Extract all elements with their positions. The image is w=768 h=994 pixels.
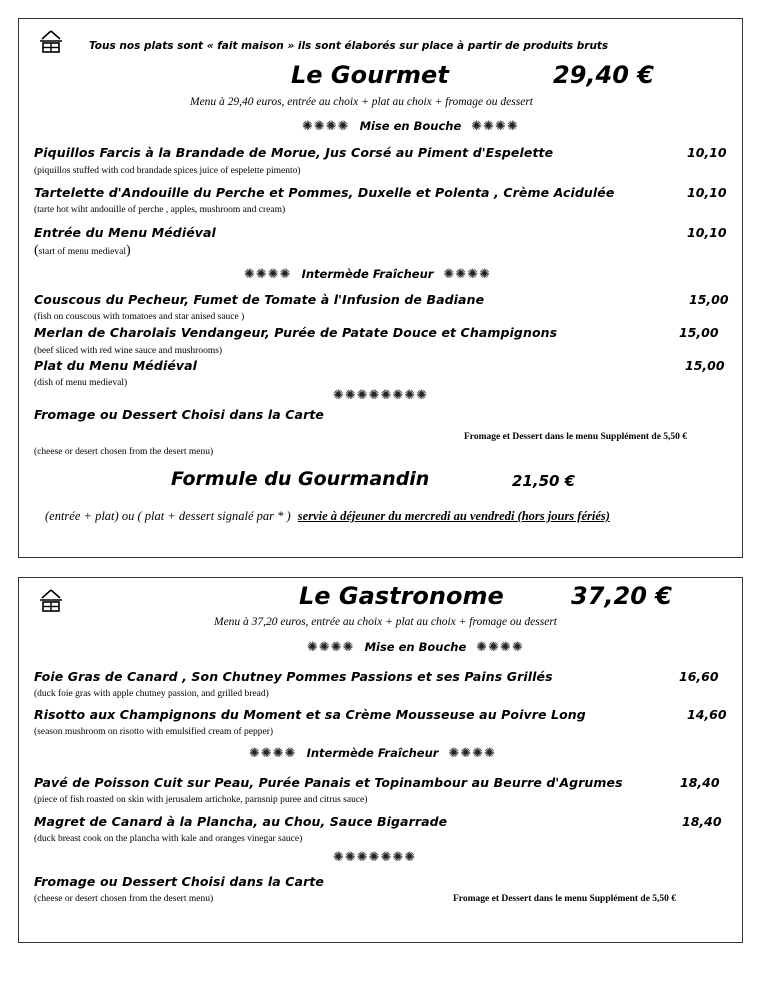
dish-price: 15,00	[679, 325, 719, 340]
supplement-note: Fromage et Dessert dans le menu Supplément de 5,50 €	[453, 894, 677, 904]
dish-price: 15,00	[689, 292, 729, 307]
dish-translation: (tarte hot wiht andouille of perche , apples, mushroom and cream)	[34, 205, 286, 215]
section-heading-intermede	[249, 744, 496, 762]
menu-price: 29,40 €	[553, 61, 654, 89]
stars-right: ✺✺✺✺	[443, 267, 492, 282]
dish-name: Merlan de Charolais Vendangeur, Purée de Patate Douce et Champignons	[34, 325, 558, 340]
paren-close: )	[126, 243, 131, 258]
stars-left: ✺✺✺✺	[307, 640, 355, 655]
dish-price: 10,10	[687, 225, 727, 240]
section-title: Intermède Fraîcheur	[301, 267, 434, 281]
dish-price: 18,40	[682, 814, 722, 829]
stars-left: ✺✺✺✺	[244, 267, 292, 282]
menu-gourmet-card	[18, 18, 743, 558]
dish-translation: (duck foie gras with apple chutney passion, and grilled bread)	[34, 689, 269, 699]
section-title: Intermède Fraîcheur	[306, 746, 439, 760]
formule-price: 21,50 €	[512, 472, 576, 490]
dish-price: 14,60	[687, 707, 727, 722]
stars-left: ✺✺✺✺	[249, 746, 297, 761]
dish-name: Magret de Canard à la Plancha, au Chou, Sauce Bigarrade	[34, 814, 448, 829]
stars-right: ✺✺✺✺	[476, 640, 524, 655]
cooking-pot-icon	[38, 588, 64, 614]
menu-title: Le Gourmet	[291, 61, 449, 89]
dish-name: Pavé de Poisson Cuit sur Peau, Purée Panais et Topinambour au Beurre d'Agrumes	[34, 775, 623, 790]
section-heading-mise-en-bouche	[302, 117, 519, 135]
dish-translation: (dish of menu medieval)	[34, 378, 128, 388]
fromage-translation: (cheese or desert chosen from the desert menu)	[34, 447, 214, 457]
tagline: Tous nos plats sont « fait maison » ils sont élaborés sur place à partir de produits bruts	[89, 40, 609, 52]
fromage-dessert-label: Fromage ou Dessert Choisi dans la Carte	[34, 874, 324, 889]
stars-divider: ✺✺✺✺✺✺✺	[333, 850, 417, 865]
dish-name: Risotto aux Champignons du Moment et sa Crème Mousseuse au Poivre Long	[34, 707, 586, 722]
stars-divider: ✺✺✺✺✺✺✺✺	[333, 388, 429, 403]
supplement-note: Fromage et Dessert dans le menu Supplément de 5,50 €	[464, 432, 688, 442]
dish-translation: (season mushroom on risotto with emulsified cream of pepper)	[34, 727, 274, 737]
menu-title: Le Gastronome	[299, 582, 504, 610]
cooking-pot-icon	[38, 29, 64, 55]
dish-name: Foie Gras de Canard , Son Chutney Pommes Passions et ses Pains Grillés	[34, 669, 553, 684]
menu-subtitle: Menu à 29,40 euros, entrée au choix + plat au choix + fromage ou dessert	[190, 96, 533, 108]
dish-price: 10,10	[687, 185, 727, 200]
menu-gastronome-card	[18, 577, 743, 943]
dish-translation	[34, 243, 131, 259]
menu-price: 37,20 €	[571, 582, 672, 610]
section-title: Mise en Bouche	[364, 640, 467, 654]
formule-composition: (entrée + plat) ou ( plat + dessert signalé par * )	[45, 509, 291, 523]
menu-subtitle: Menu à 37,20 euros, entrée au choix + plat au choix + fromage ou dessert	[214, 616, 557, 628]
dish-translation: (fish on couscous with tomatoes and star anised sauce )	[34, 312, 245, 322]
dish-translation: (piece of fish roasted on skin with jerusalem artichoke, parnsnip puree and citrus sauce)	[34, 795, 368, 805]
formule-title: Formule du Gourmandin	[171, 468, 430, 490]
section-heading-intermede	[244, 265, 491, 283]
dish-translation: (beef sliced with red wine sauce and mushrooms)	[34, 346, 223, 356]
section-heading-mise-en-bouche	[307, 638, 524, 656]
dish-translation: (piquillos stuffed with cod brandade spices juice of espelette pimento)	[34, 166, 301, 176]
dish-name: Entrée du Menu Médiéval	[34, 225, 216, 240]
dish-name: Tartelette d'Andouille du Perche et Pommes, Duxelle et Polenta , Crème Acidulée	[34, 185, 615, 200]
stars-left: ✺✺✺✺	[302, 119, 350, 134]
dish-name: Couscous du Pecheur, Fumet de Tomate à l'Infusion de Badiane	[34, 292, 485, 307]
dish-name: Plat du Menu Médiéval	[34, 358, 198, 373]
dish-price: 10,10	[687, 145, 727, 160]
formule-service-days: servie à déjeuner du mercredi au vendredi (hors jours fériés)	[297, 509, 610, 523]
section-title: Mise en Bouche	[359, 119, 462, 133]
fromage-dessert-label: Fromage ou Dessert Choisi dans la Carte	[34, 407, 324, 422]
dish-translation-text: start of menu medieval	[38, 247, 126, 257]
stars-right: ✺✺✺✺	[448, 746, 497, 761]
dish-price: 15,00	[685, 358, 725, 373]
dish-name: Piquillos Farcis à la Brandade de Morue, Jus Corsé au Piment d'Espelette	[34, 145, 554, 160]
stars-right: ✺✺✺✺	[471, 119, 519, 134]
formule-description	[45, 509, 610, 524]
dish-translation: (duck breast cook on the plancha with kale and oranges vinegar sauce)	[34, 834, 303, 844]
fromage-translation: (cheese or desert chosen from the desert menu)	[34, 894, 214, 904]
dish-price: 16,60	[679, 669, 719, 684]
dish-price: 18,40	[680, 775, 720, 790]
paren-open: (	[34, 243, 39, 258]
